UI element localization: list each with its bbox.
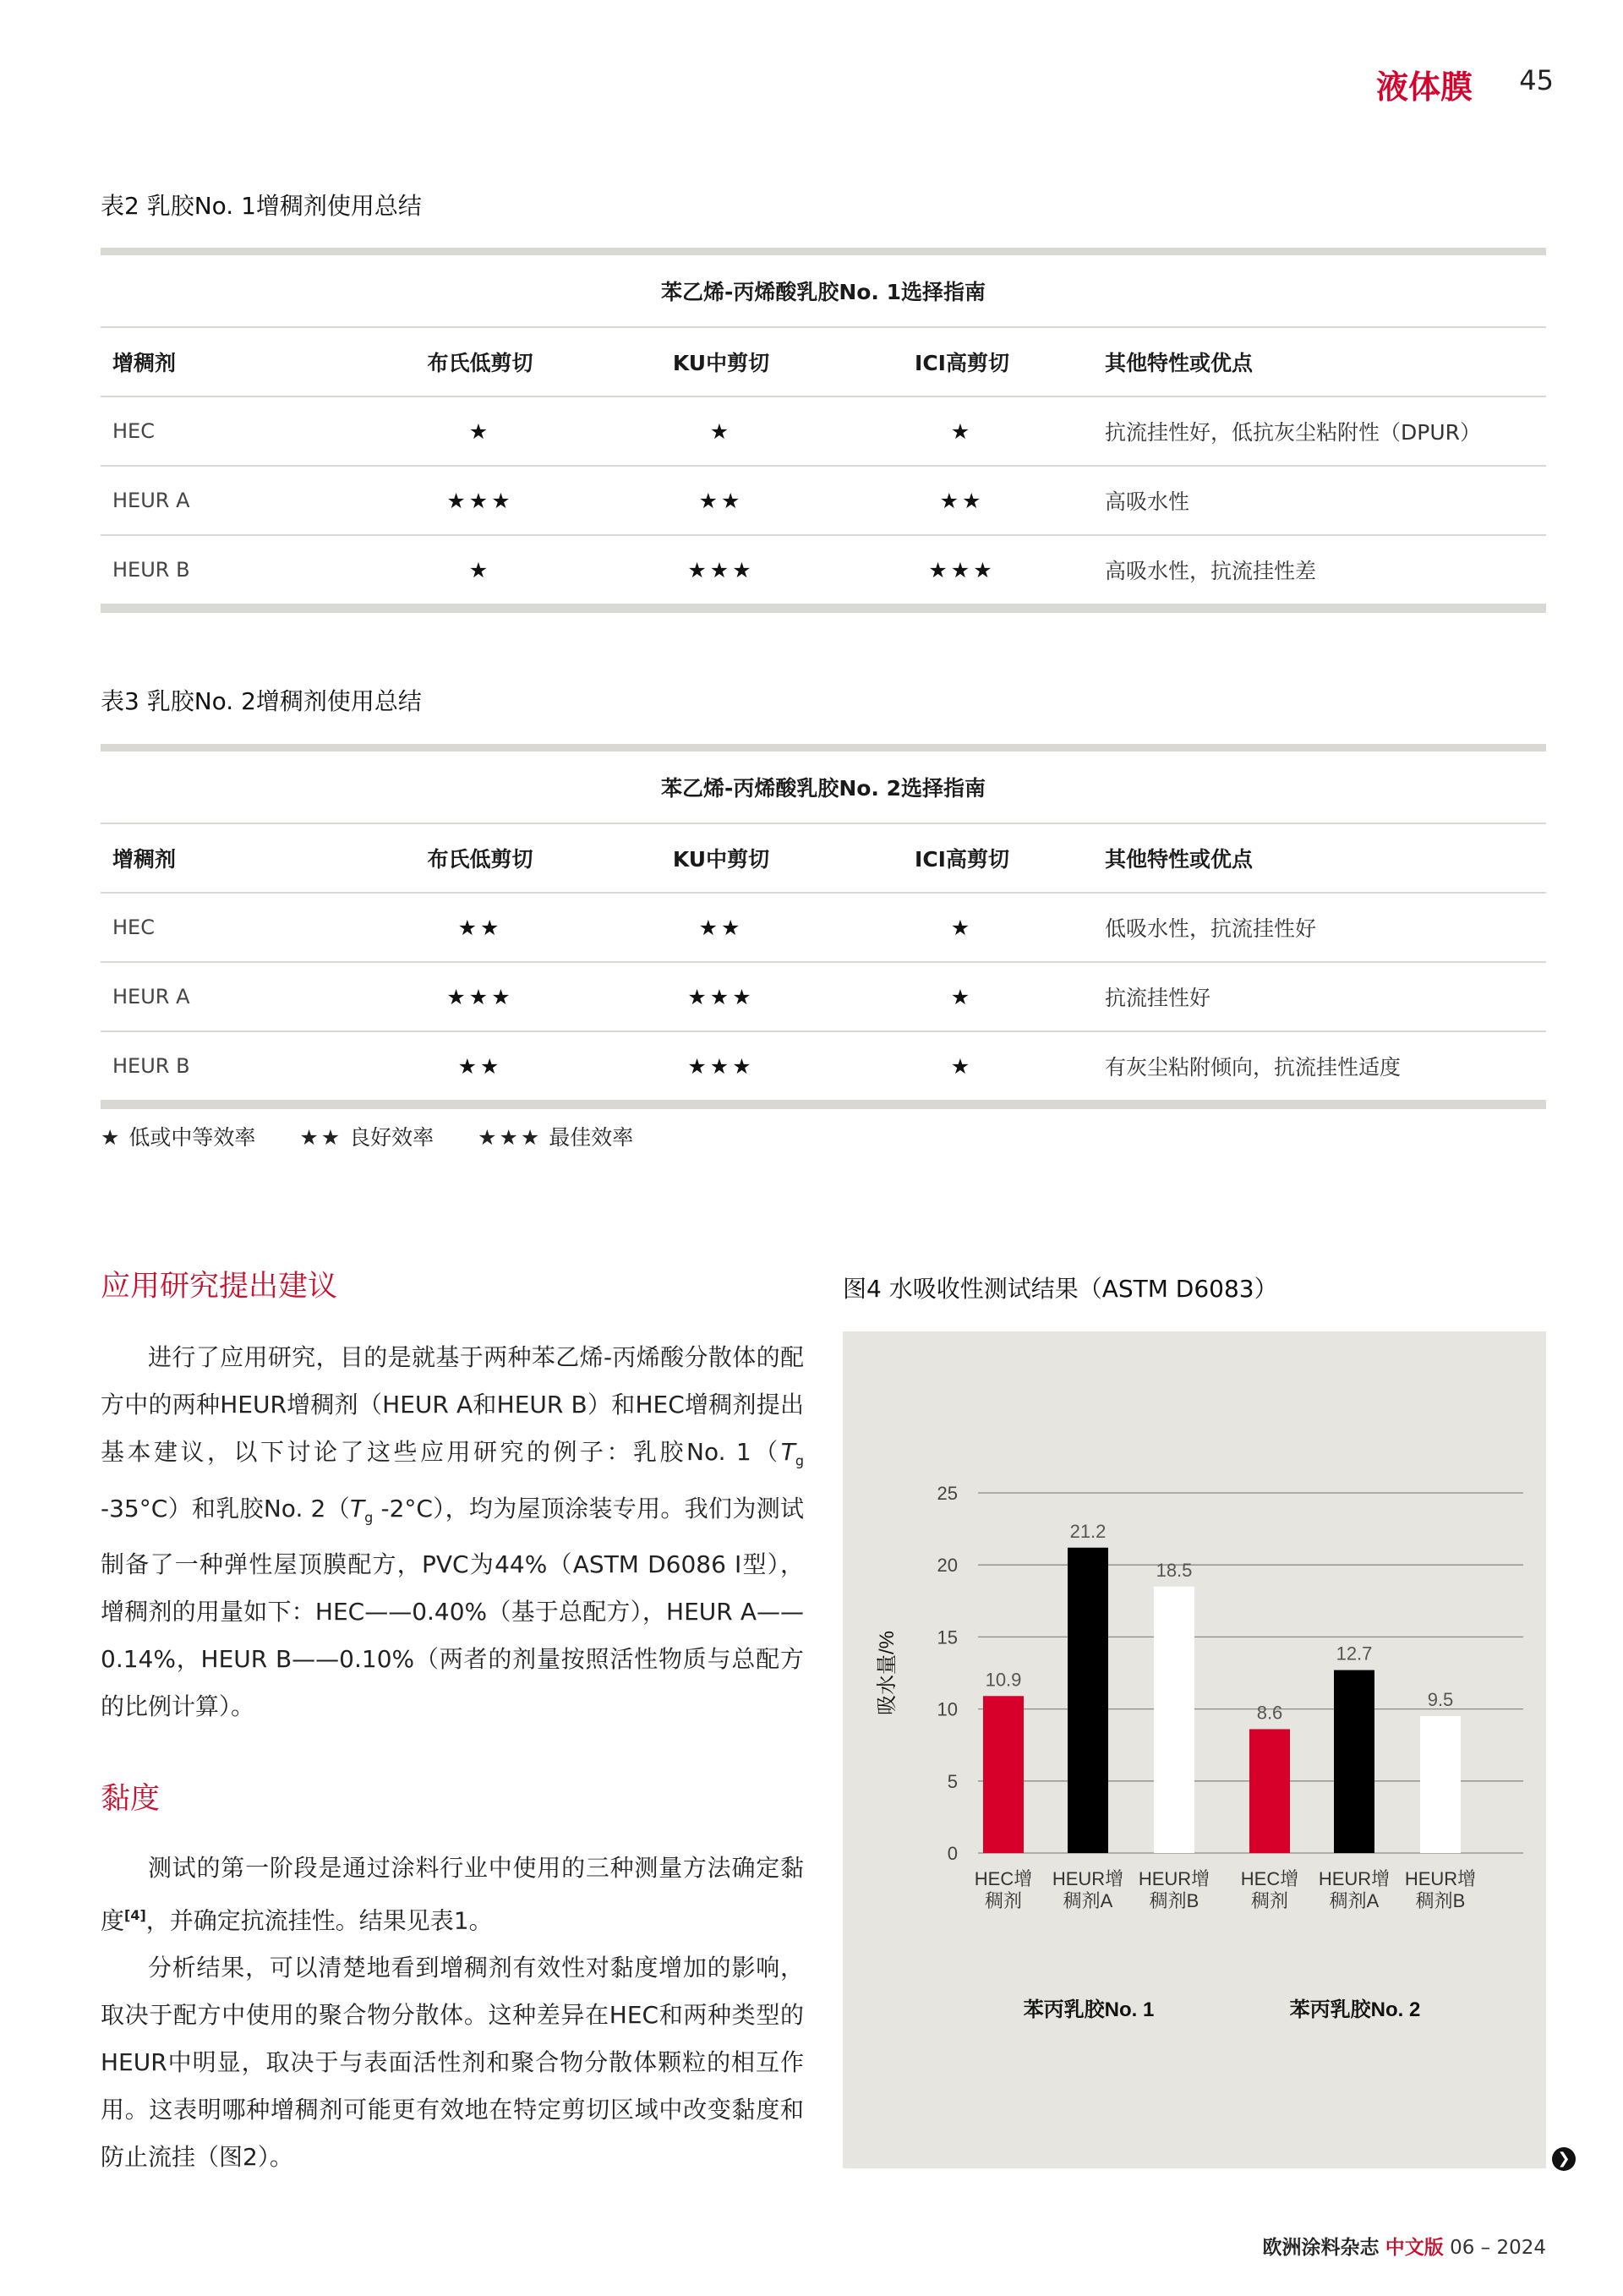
table2-header-brookfield: 布氏低剪切	[366, 327, 594, 396]
x-tick-label: 稠剂B	[1415, 1890, 1466, 1911]
star-rating: ★★★	[366, 466, 594, 535]
table3-top-rule	[101, 744, 1546, 752]
table-cell: 有灰尘粘附倾向，抗流挂性适度	[1076, 1031, 1546, 1101]
x-tick-label: HEC增	[974, 1868, 1033, 1889]
legend-item	[478, 1125, 633, 1150]
star-rating: ★★	[848, 466, 1076, 535]
y-tick-label: 15	[937, 1626, 958, 1648]
bar	[1249, 1729, 1290, 1853]
star-icon: ★	[101, 1125, 123, 1150]
y-tick-label: 25	[937, 1483, 958, 1504]
section-heading-viscosity: 黏度	[101, 1782, 161, 1816]
table-cell: HEC	[101, 893, 366, 962]
footer	[1262, 2232, 1546, 2260]
table-row	[101, 962, 1546, 1031]
star-rating: ★	[366, 535, 594, 604]
table-row	[101, 396, 1546, 466]
x-tick-label: 稠剂	[1250, 1890, 1289, 1911]
chart-panel	[843, 1331, 1546, 2168]
star-rating: ★★★	[594, 535, 848, 604]
table-cell: 抗流挂性好	[1076, 962, 1546, 1031]
star-icon: ★★★	[478, 1125, 543, 1150]
table-cell: HEC	[101, 396, 366, 466]
text-run: 分析结果，可以清楚地看到增稠剂有效性对黏度增加的影响，取决于配方中使用的聚合物分散体。这种差异在HEC和两种类型的HEUR中明显，取决于与表面活性剂和聚合物分散体颗粒的相互作用。这表明哪种增稠剂可能更有效地在特定剪切区域中改变黏度和防止流挂（图2）。	[101, 1954, 804, 2172]
bar-value-label: 18.5	[1156, 1559, 1193, 1581]
star-rating: ★	[848, 893, 1076, 962]
bar-value-label: 12.7	[1336, 1643, 1373, 1665]
table-row	[101, 1031, 1546, 1101]
table-row	[101, 893, 1546, 962]
table2-header-ku: KU中剪切	[594, 327, 848, 396]
x-tick-label: 稠剂A	[1329, 1890, 1380, 1911]
table-cell: 高吸水性	[1076, 466, 1546, 535]
text-run: ，并确定抗流挂性。结果见表1。	[145, 1906, 493, 1935]
table3	[101, 752, 1546, 1102]
y-axis-label: 吸水量/%	[876, 1630, 899, 1716]
table2-header-thickener: 增稠剂	[101, 327, 366, 396]
legend-item	[101, 1125, 255, 1150]
star-rating: ★★	[594, 893, 848, 962]
star-rating: ★★	[594, 466, 848, 535]
table2-bottom-rule	[101, 605, 1546, 613]
tg-symbol: T	[780, 1438, 795, 1466]
bar-value-label: 9.5	[1427, 1689, 1454, 1711]
table3-header-ku: KU中剪切	[594, 823, 848, 893]
x-tick-label: HEUR增	[1138, 1868, 1210, 1889]
star-rating: ★	[848, 962, 1076, 1031]
bar-value-label: 8.6	[1256, 1702, 1283, 1724]
group-label: 苯丙乳胶No. 1	[1023, 1998, 1155, 2021]
table-cell: 高吸水性，抗流挂性差	[1076, 535, 1546, 604]
table2-caption: 表2 乳胶No. 1增稠剂使用总结	[101, 192, 422, 220]
bar-value-label: 21.2	[1069, 1520, 1107, 1542]
table-row	[101, 535, 1546, 604]
bar	[1334, 1670, 1374, 1853]
star-rating: ★★	[366, 893, 594, 962]
section-title: 液体膜	[1375, 68, 1473, 106]
table2-guide: 苯乙烯-丙烯酸乳胶No. 1选择指南	[101, 255, 1546, 327]
legend-text: 良好效率	[349, 1125, 434, 1150]
table-cell: 抗流挂性好，低抗灰尘粘附性（DPUR）	[1076, 396, 1546, 466]
table2-top-rule	[101, 248, 1546, 255]
table3-bottom-rule	[101, 1102, 1546, 1109]
section-heading-application: 应用研究提出建议	[101, 1270, 338, 1304]
body-paragraph	[101, 1334, 804, 1730]
bar	[1068, 1548, 1108, 1853]
text-run: -2°C），均为屋顶涂装专用。我们为测试制备了一种弹性屋顶膜配方，PVC为44%（ASTM D6086 I型），增稠剂的用量如下：HEC——0.40%（基于总配方），HEUR A——0.14%，HEUR B——0.10%（两者的剂量按照活性物质与总配方的比例计算）。	[101, 1494, 805, 1721]
star-rating: ★	[848, 1031, 1076, 1101]
arrow-right-icon[interactable]: ❯	[1552, 2147, 1576, 2171]
star-rating: ★★★	[366, 962, 594, 1031]
edition-label: 中文版	[1385, 2237, 1444, 2259]
legend-text: 低或中等效率	[128, 1125, 256, 1150]
y-tick-label: 20	[937, 1555, 958, 1577]
table2	[101, 255, 1546, 605]
table3-guide: 苯乙烯-丙烯酸乳胶No. 2选择指南	[101, 752, 1546, 823]
star-rating: ★★★	[848, 535, 1076, 604]
table-row	[101, 466, 1546, 535]
x-tick-label: 稠剂	[984, 1890, 1023, 1911]
x-tick-label: 稠剂B	[1149, 1890, 1199, 1911]
text-run: -35°C）和乳胶No. 2（	[101, 1494, 351, 1522]
table3-header-ici: ICI高剪切	[848, 823, 1076, 893]
star-rating: ★★	[366, 1031, 594, 1101]
legend-item	[299, 1125, 434, 1150]
tg-symbol: T	[350, 1494, 365, 1522]
x-tick-label: HEUR增	[1052, 1868, 1124, 1889]
star-rating: ★★★	[594, 1031, 848, 1101]
star-rating: ★	[594, 396, 848, 466]
water-absorption-chart	[843, 1331, 1546, 2168]
bar	[1420, 1716, 1461, 1853]
star-icon: ★★	[299, 1125, 343, 1150]
star-rating: ★★★	[594, 962, 848, 1031]
star-legend	[101, 1121, 670, 1151]
y-tick-label: 10	[937, 1698, 958, 1720]
star-rating: ★	[366, 396, 594, 466]
table-cell: HEUR A	[101, 466, 366, 535]
bar	[1154, 1587, 1194, 1853]
text-run: 测试的第一阶段是通过涂料行业中使用的三种测量方法确定黏度	[101, 1854, 804, 1935]
text-run: 进行了应用研究，目的是就基于两种苯乙烯-丙烯酸分散体的配方中的两种HEUR增稠剂（HEUR A和HEUR B）和HEC增稠剂提出基本建议，以下讨论了这些应用研究的例子：乳胶No. 1（	[101, 1343, 804, 1466]
table3-header-thickener: 增稠剂	[101, 823, 366, 893]
table2-header-other: 其他特性或优点	[1076, 327, 1546, 396]
y-tick-label: 5	[947, 1770, 958, 1792]
legend-text: 最佳效率	[549, 1125, 634, 1150]
reference-mark: [4]	[124, 1907, 146, 1923]
x-tick-label: HEUR增	[1318, 1868, 1391, 1889]
y-tick-label: 0	[947, 1843, 958, 1864]
table3-caption: 表3 乳胶No. 2增稠剂使用总结	[101, 687, 422, 715]
table3-header-other: 其他特性或优点	[1076, 823, 1546, 893]
body-paragraph	[101, 1845, 804, 2181]
x-tick-label: 稠剂A	[1063, 1890, 1113, 1911]
table2-header-ici: ICI高剪切	[848, 327, 1076, 396]
table-cell: HEUR B	[101, 1031, 366, 1101]
tg-subscript: g	[364, 1509, 374, 1526]
magazine-name: 欧洲涂料杂志	[1262, 2237, 1380, 2259]
table-cell: HEUR A	[101, 962, 366, 1031]
group-label: 苯丙乳胶No. 2	[1289, 1998, 1421, 2021]
bar-value-label: 10.9	[985, 1669, 1022, 1691]
x-tick-label: HEC增	[1240, 1868, 1299, 1889]
figure-caption: 图4 水吸收性测试结果（ASTM D6083）	[843, 1275, 1278, 1303]
issue-label: 06 – 2024	[1450, 2237, 1546, 2259]
table3-header-brookfield: 布氏低剪切	[366, 823, 594, 893]
x-tick-label: HEUR增	[1404, 1868, 1477, 1889]
page-number: 45	[1519, 64, 1554, 96]
star-rating: ★	[848, 396, 1076, 466]
bar	[983, 1696, 1024, 1853]
table-cell: 低吸水性，抗流挂性好	[1076, 893, 1546, 962]
tg-subscript: g	[795, 1452, 804, 1469]
table-cell: HEUR B	[101, 535, 366, 604]
